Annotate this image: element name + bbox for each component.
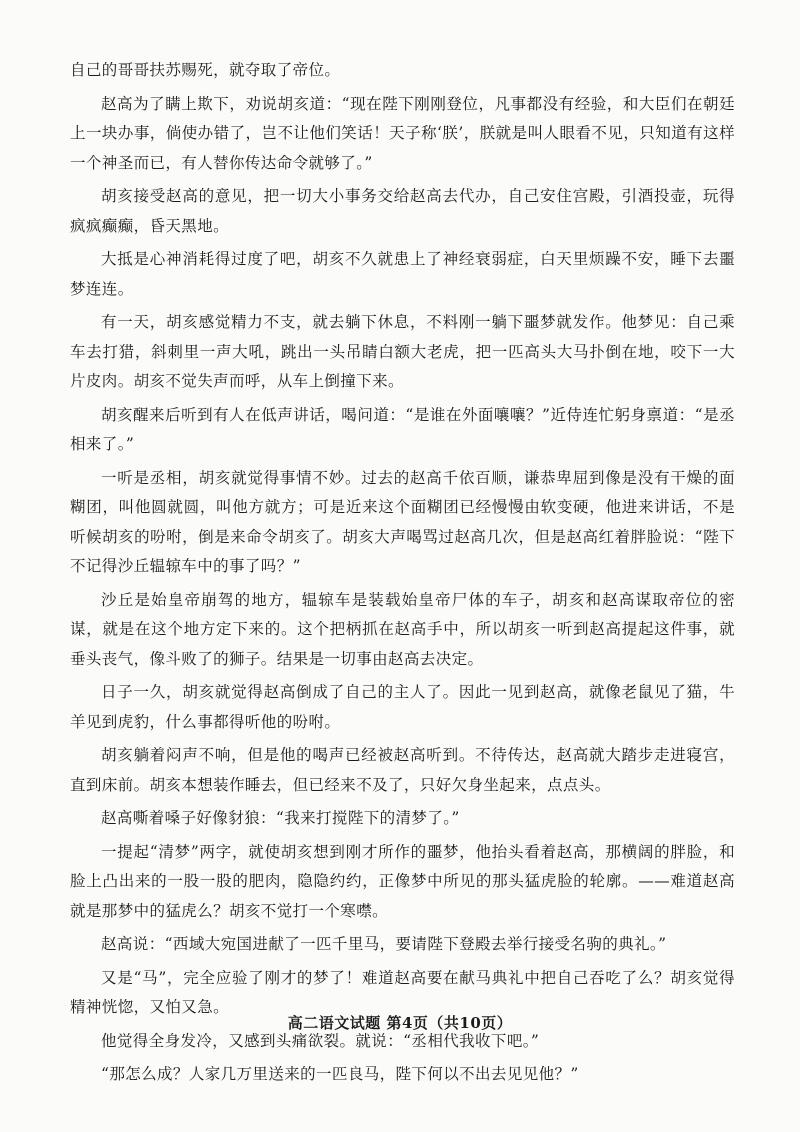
paragraph: 赵高嘶着嗓子好像豺狼：“我来打搅陛下的清梦了。”	[101, 809, 460, 827]
paragraph: 胡亥躺着闷声不响，但是他的喝声已经被赵高听到。不待传达，赵高就大踏步走进寝宫，直到床前。胡亥本想装作睡去，但已经来不及了，只好欠身坐起来，点点头。	[70, 746, 735, 794]
paragraph: 赵高说：“西域大宛国进献了一匹千里马，要请陛下登殿去举行接受名驹的典礼。”	[101, 935, 667, 953]
paragraph: 大抵是心神消耗得过度了吧，胡亥不久就患上了神经衰弱症，白天里烦躁不安，睡下去噩梦连连。	[70, 250, 735, 298]
paragraph: “那怎么成？人家几万里送来的一匹良马，陛下何以不出去见见他？”	[101, 1065, 579, 1083]
paragraph: 日子一久，胡亥就觉得赵高倒成了自己的主人了。因此一见到赵高，就像老鼠见了猫，牛羊见到虎豹，什么事都得听他的吩咐。	[70, 683, 735, 731]
paragraph: 又是“马”，完全应验了刚才的梦了！难道赵高要在献马典礼中把自己吞吃了么？胡亥觉得精神恍惚，又怕又急。	[70, 968, 735, 1016]
paragraph: 一听是丞相，胡亥就觉得事情不妙。过去的赵高千依百顺，谦恭卑屈到像是没有干燥的面糊团，叫他圆就圆，叫他方就方；可是近来这个面糊团已经慢慢由软变硬，他进来讲话，不是听候胡亥的吩咐，倒是来命令胡亥了。胡亥大声喝骂过赵高几次，但是赵高红着胖脸说：“陛下不记得沙丘辒辌车中的事了吗？”	[70, 468, 735, 575]
paragraph: 自己的哥哥扶苏赐死，就夺取了帝位。	[70, 61, 341, 79]
page-footer: 高二语文试题 第4页（共10页）	[287, 1014, 513, 1032]
paragraph: 赵高为了瞒上欺下，劝说胡亥道：“现在陛下刚刚登位，凡事都没有经验，和大臣们在朝廷上一块办事，倘使办错了，岂不让他们笑话！天子称‘朕’，朕就是叫人眼看不见，只知道有这样一个神圣而已，有人替你传达命令就够了。”	[70, 94, 735, 172]
paragraph: 有一天，胡亥感觉精力不支，就去躺下休息，不料刚一躺下噩梦就发作。他梦见：自己乘车去打猎，斜刺里一声大吼，跳出一头吊睛白额大老虎，把一匹高头大马扑倒在地，咬下一大片皮肉。胡亥不觉失声而呼，从车上倒撞下来。	[70, 313, 735, 390]
paragraph: 胡亥醒来后听到有人在低声讲话，喝问道：“是谁在外面嚷嚷？”近侍连忙躬身禀道：“是丞相来了。”	[70, 405, 735, 453]
passage-text	[70, 56, 735, 1094]
paragraph: 他觉得全身发冷，又感到头痛欲裂。就说：“丞相代我收下吧。”	[101, 1031, 540, 1050]
paragraph: 沙丘是始皇帝崩驾的地方，辒辌车是装载始皇帝尸体的车子，胡亥和赵高谋取帝位的密谋，就是在这个地方定下来的。这个把柄抓在赵高手中，所以胡亥一听到赵高提起这件事，就垂头丧气，像斗败了的狮子。结果是一切事由赵高去决定。	[70, 590, 735, 668]
paragraph: 一提起“清梦”两字，就使胡亥想到刚才所作的噩梦，他抬头看着赵高，那横阔的胖脸，和脸上凸出来的一股一股的肥肉，隐隐约约，正像梦中所见的那头猛虎脸的轮廓。——难道赵高就是那梦中的猛虎么？胡亥不觉打一个寒噤。	[70, 842, 735, 920]
paragraph: 胡亥接受赵高的意见，把一切大小事务交给赵高去代办，自己安住宫殿，引酒投壶，玩得疯疯癫癫，昏天黑地。	[70, 187, 735, 235]
